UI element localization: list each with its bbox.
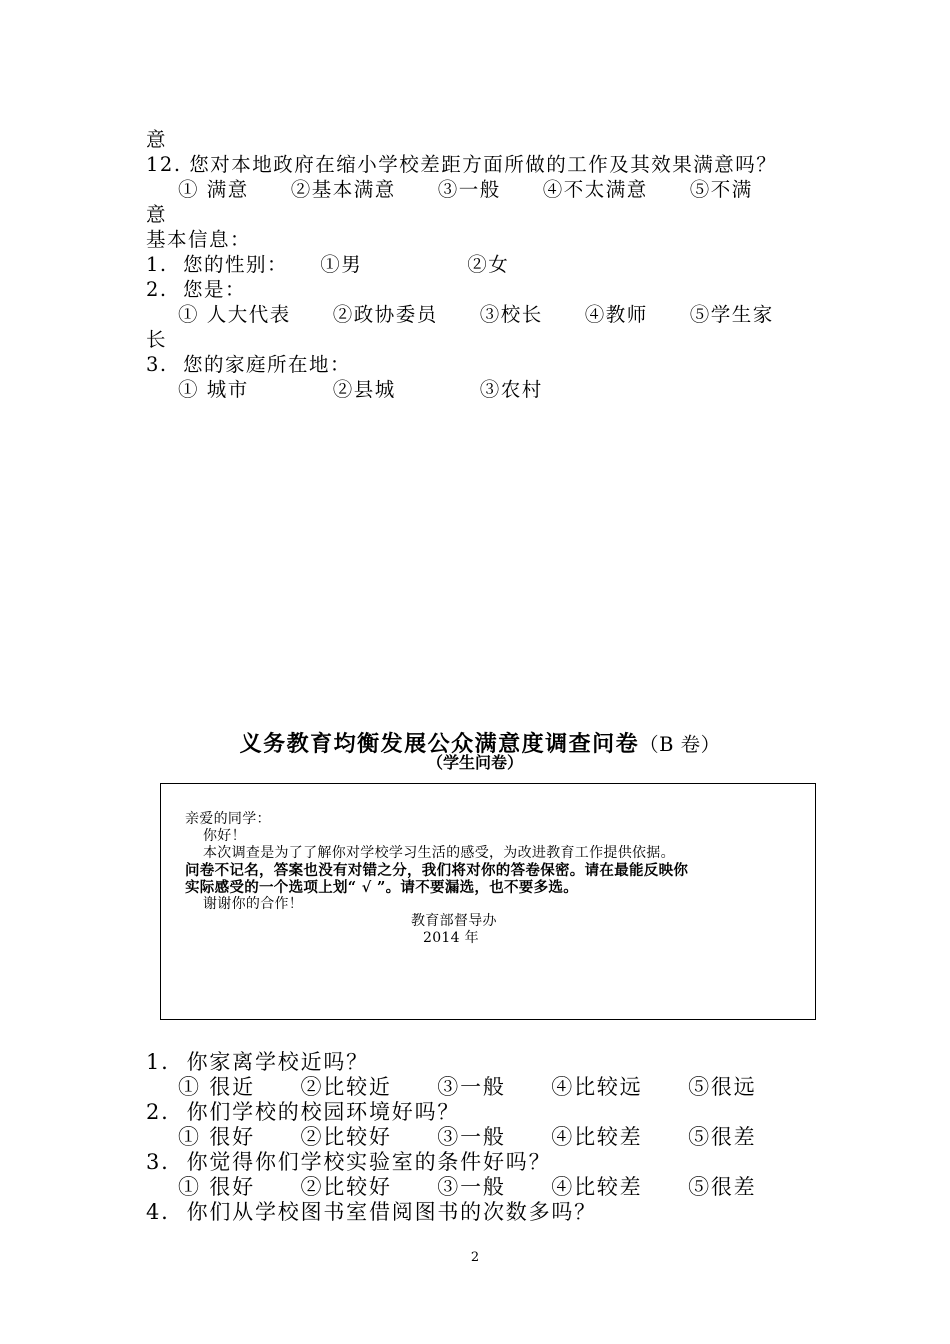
question-2-options: ① 很好 ②比较好 ③一般 ④比较差 ⑤很差 — [178, 1125, 757, 1149]
text-line: 意 — [146, 128, 168, 151]
letter-hello: 你好！ — [203, 828, 246, 844]
info-role: 2. 您是： — [146, 278, 247, 301]
letter-instruction-2: 实际感受的一个选项上划“ √ ”。请不要漏选，也不要多选。 — [185, 879, 579, 896]
question-12: 12. 您对本地政府在缩小学校差距方面所做的工作及其效果满意吗？ — [146, 153, 778, 176]
letter-greeting: 亲爱的同学： — [185, 811, 271, 827]
letter-instruction-1: 问卷不记名，答案也没有对错之分，我们将对你的答卷保密。请在最能反映你 — [185, 862, 689, 879]
letter-signer: 教育部督导办 — [411, 913, 497, 929]
letter-year: 2014 年 — [423, 930, 479, 946]
title-text: 义务教育均衡发展公众满意度调查问卷 — [239, 731, 640, 757]
question-12-options: ① 满意 ②基本满意 ③一般 ④不太满意 ⑤不满 — [178, 178, 753, 201]
page-number: 2 — [470, 1250, 480, 1265]
question-1-options: ① 很近 ②比较近 ③一般 ④比较远 ⑤很远 — [178, 1075, 757, 1099]
info-location-options: ① 城市 ②县城 ③农村 — [178, 378, 543, 401]
info-gender: 1. 您的性别： ①男 ②女 — [146, 253, 510, 276]
info-location: 3. 您的家庭所在地： — [146, 353, 352, 376]
question-3: 3. 你觉得你们学校实验室的条件好吗？ — [146, 1150, 552, 1174]
question-4: 4. 你们从学校图书室借阅图书的次数多吗？ — [146, 1200, 597, 1224]
title-suffix: （B 卷） — [639, 733, 721, 756]
subtitle: （学生问卷） — [426, 753, 523, 772]
letter-box — [160, 783, 816, 1020]
question-1: 1. 你家离学校近吗？ — [146, 1050, 369, 1074]
text-line: 长 — [146, 328, 168, 351]
basic-info-heading: 基本信息： — [146, 228, 252, 251]
text-line: 意 — [146, 203, 168, 226]
question-2: 2. 你们学校的校园环境好吗？ — [146, 1100, 461, 1124]
question-3-options: ① 很好 ②比较好 ③一般 ④比较差 ⑤很差 — [178, 1175, 757, 1199]
info-role-options: ① 人大代表 ②政协委员 ③校长 ④教师 ⑤学生家 — [178, 303, 774, 326]
letter-intro: 本次调查是为了了解你对学校学习生活的感受，为改进教育工作提供依据。 — [203, 845, 675, 861]
letter-thanks: 谢谢你的合作！ — [203, 896, 304, 912]
